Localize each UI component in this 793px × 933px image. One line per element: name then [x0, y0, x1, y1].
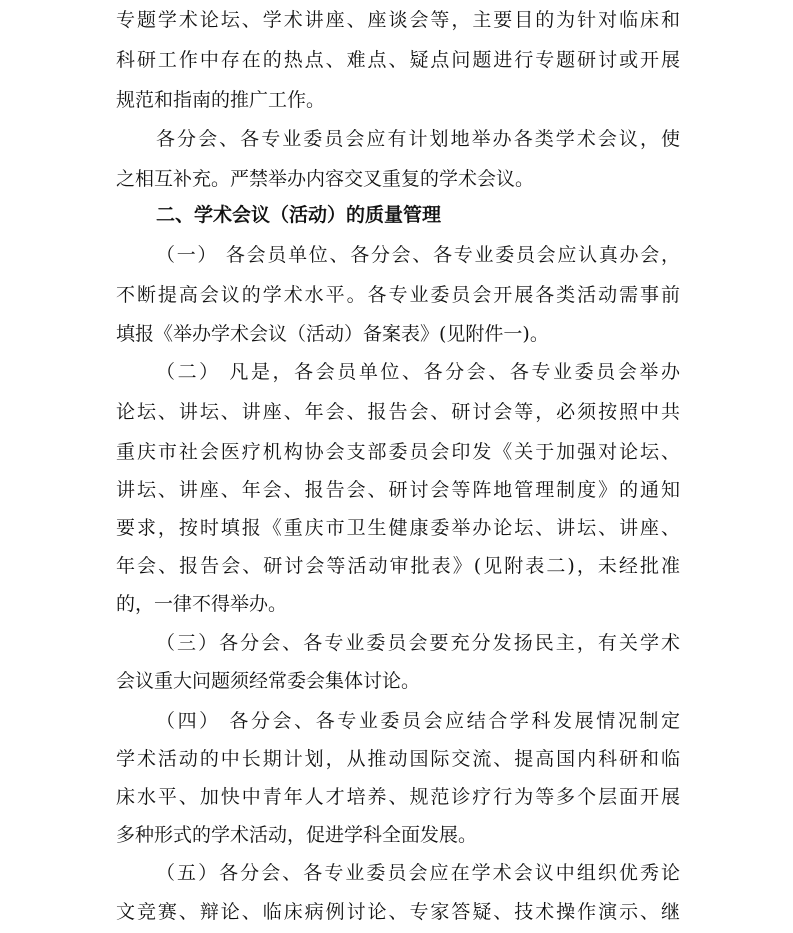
text-line: 科研工作中存在的热点、难点、疑点问题进行专题研讨或开展	[116, 49, 680, 71]
text-line: 学术活动的中长期计划，从推动国际交流、提高国内科研和临	[116, 748, 680, 770]
text-line: 会议重大问题须经常委会集体讨论。	[116, 670, 421, 692]
text-line: 多种形式的学术活动，促进学科全面发展。	[116, 824, 478, 846]
paragraph-start-line: （二） 凡是，各会员单位、各分会、各专业委员会举办	[156, 361, 680, 383]
text-line: 的，一律不得举办。	[116, 593, 288, 615]
text-line: 年会、报告会、研讨会等活动审批表》(见附表二)，未经批准	[116, 555, 680, 577]
paragraph-start-line: （五）各分会、各专业委员会应在学术会议中组织优秀论	[156, 862, 680, 884]
text-line: 讲坛、讲座、年会、报告会、研讨会等阵地管理制度》的通知	[116, 479, 680, 501]
text-line: 规范和指南的推广工作。	[116, 89, 326, 111]
text-line: 不断提高会议的学术水平。各专业委员会开展各类活动需事前	[116, 284, 680, 306]
text-line: 重庆市社会医疗机构协会支部委员会印发《关于加强对论坛、	[116, 441, 680, 463]
paragraph-start-line: 各分会、各专业委员会应有计划地举办各类学术会议，使	[156, 128, 680, 150]
paragraph-start-line: （四） 各分会、各专业委员会应结合学科发展情况制定	[156, 710, 680, 732]
paragraph-start-line: （一） 各会员单位、各分会、各专业委员会应认真办会，	[156, 244, 680, 266]
section-heading: 二、学术会议（活动）的质量管理	[156, 204, 442, 226]
text-line: 论坛、讲坛、讲座、年会、报告会、研讨会等，必须按照中共	[116, 401, 680, 423]
text-line: 床水平、加快中青年人才培养、规范诊疗行为等多个层面开展	[116, 786, 680, 808]
text-line: 文竞赛、辩论、临床病例讨论、专家答疑、技术操作演示、继	[116, 901, 680, 923]
text-line: 之相互补充。严禁举办内容交叉重复的学术会议。	[116, 168, 535, 190]
text-line: 专题学术论坛、学术讲座、座谈会等，主要目的为针对临床和	[116, 9, 680, 31]
text-line: 要求，按时填报《重庆市卫生健康委举办论坛、讲坛、讲座、	[116, 517, 680, 539]
text-line: 填报《举办学术会议（活动）备案表》(见附件一)。	[116, 323, 549, 345]
paragraph-start-line: （三）各分会、各专业委员会要充分发扬民主，有关学术	[156, 632, 680, 654]
